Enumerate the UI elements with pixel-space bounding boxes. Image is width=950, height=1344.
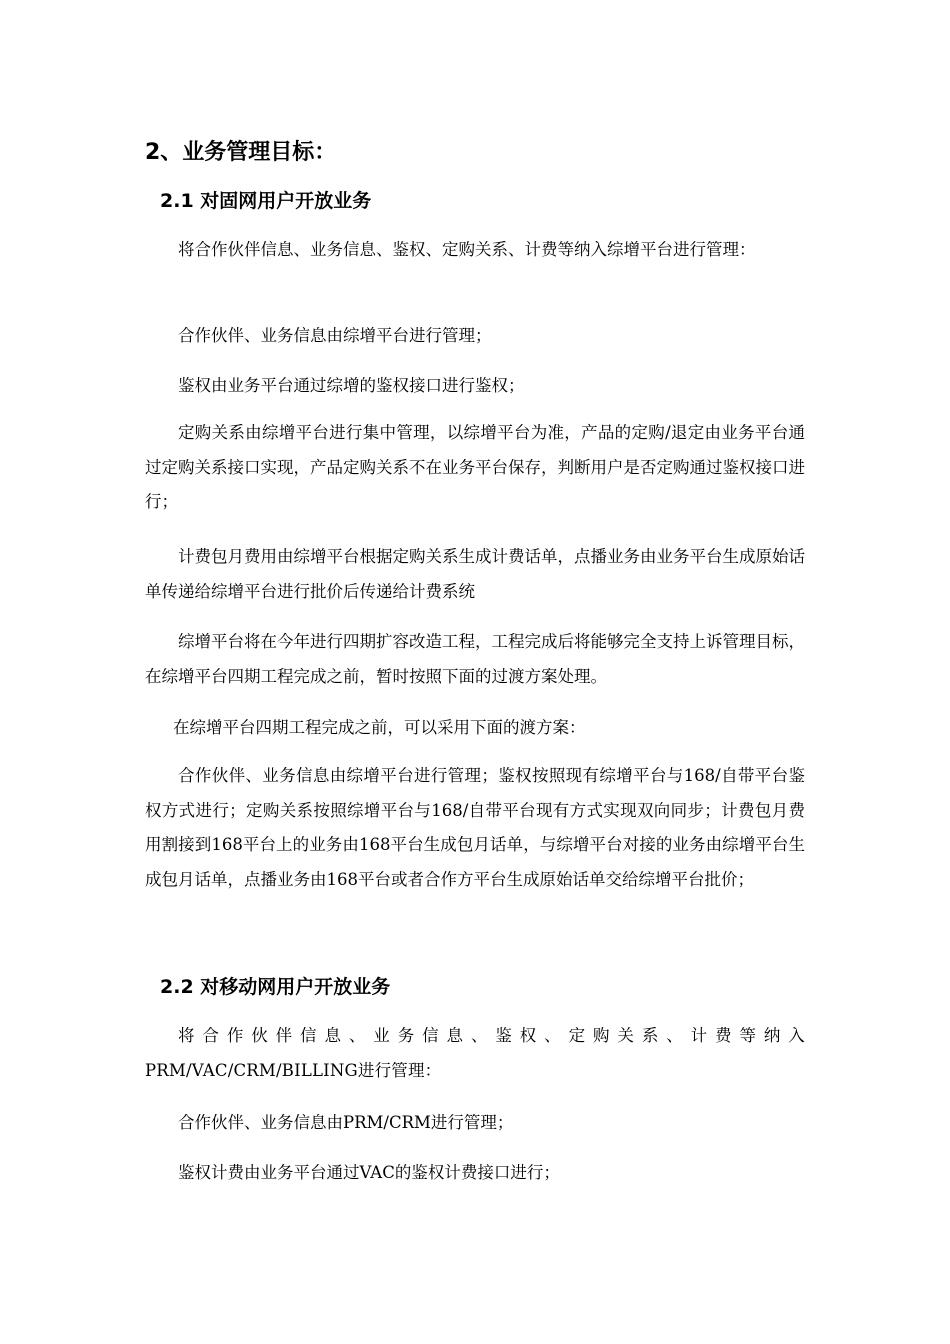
paragraph: 综增平台将在今年进行四期扩容改造工程，工程完成后将能够完全支持上诉管理目标，在综增平台四期工程完成之前，暂时按照下面的过渡方案处理。: [145, 632, 805, 686]
subsection-title-2-2: 2.2 对移动网用户开放业务: [160, 976, 391, 998]
paragraph: 将合作伙伴信息、业务信息、鉴权、定购关系、计费等纳入综增平台进行管理：: [178, 240, 756, 259]
paragraph: 在综增平台四期工程完成之前，可以采用下面的渡方案：: [173, 718, 586, 737]
paragraph: 合作伙伴、业务信息由PRM/CRM进行管理；: [178, 1113, 514, 1132]
paragraph: 鉴权由业务平台通过综增的鉴权接口进行鉴权；: [178, 376, 525, 395]
paragraph: 定购关系由综增平台进行集中管理，以综增平台为准，产品的定购/退定由业务平台通过定购关系接口实现，产品定购关系不在业务平台保存，判断用户是否定购通过鉴权接口进行；: [145, 423, 805, 511]
paragraph: 合作伙伴、业务信息由综增平台进行管理；: [178, 326, 492, 345]
paragraph: 计费包月费用由综增平台根据定购关系生成计费话单，点播业务由业务平台生成原始话单传递给综增平台进行批价后传递给计费系统: [145, 547, 805, 601]
paragraph: 将合作伙伴信息、业务信息、鉴权、定购关系、计费等纳入PRM/VAC/CRM/BILLING进行管理：: [145, 1026, 805, 1080]
subsection-title-2-1: 2.1 对固网用户开放业务: [160, 190, 372, 212]
paragraph: 鉴权计费由业务平台通过VAC的鉴权计费接口进行；: [178, 1163, 560, 1182]
paragraph: 合作伙伴、业务信息由综增平台进行管理；鉴权按照现有综增平台与168/自带平台鉴权方式进行；定购关系按照综增平台与168/自带平台现有方式实现双向同步；计费包月费用割接到168平台上的业务由168平台生成包月话单，与综增平台对接的业务由综增平台生成包月话单，点播业务由168平台或者合作方平台生成原始话单交给综增平台批价；: [145, 766, 805, 889]
section-heading: 2、业务管理目标：: [145, 140, 337, 165]
